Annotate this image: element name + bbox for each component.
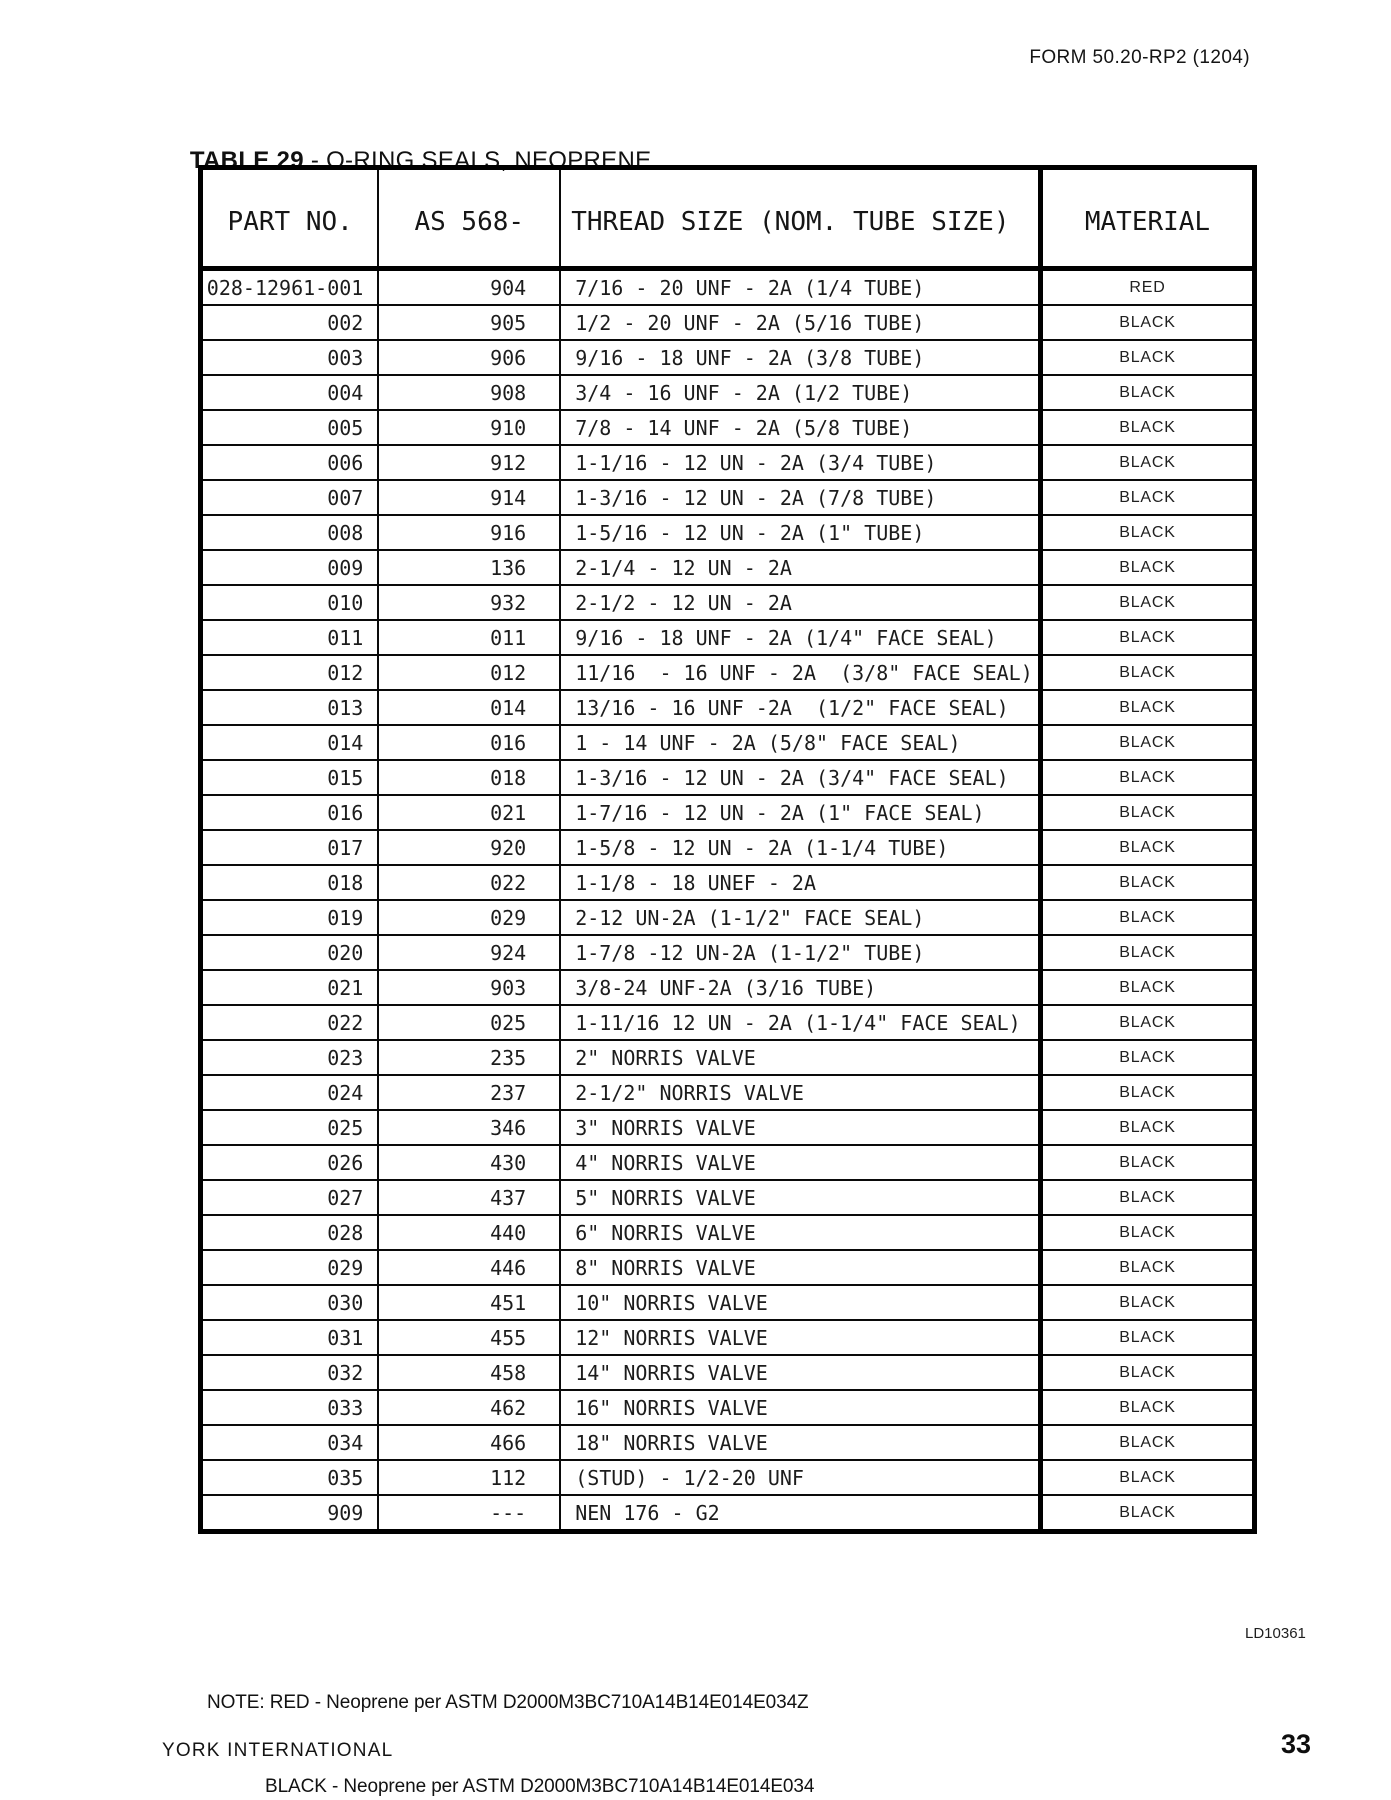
part-no-cell: 031 [201, 1320, 379, 1355]
material-cell: RED [1040, 269, 1254, 306]
table-row [201, 970, 1255, 1005]
table-row [201, 1425, 1255, 1460]
part-no-cell: 013 [201, 690, 379, 725]
thread-size-cell: 1-5/16 - 12 UN - 2A (1" TUBE) [560, 515, 1040, 550]
material-cell: BLACK [1040, 900, 1254, 935]
material-cell: BLACK [1040, 340, 1254, 375]
part-no-cell: 909 [201, 1495, 379, 1532]
table-row [201, 655, 1255, 690]
as568-cell: 430 [378, 1145, 560, 1180]
note-line-black: BLACK - Neoprene per ASTM D2000M3BC710A14B14E014E034 [265, 1776, 815, 1797]
as568-cell: 016 [378, 725, 560, 760]
as568-cell: 462 [378, 1390, 560, 1425]
thread-size-cell: 2-12 UN-2A (1-1/2" FACE SEAL) [560, 900, 1040, 935]
as568-cell: 932 [378, 585, 560, 620]
thread-size-cell: 1-3/16 - 12 UN - 2A (3/4" FACE SEAL) [560, 760, 1040, 795]
table-body [201, 269, 1255, 1532]
part-no-cell: 006 [201, 445, 379, 480]
thread-size-cell: 9/16 - 18 UNF - 2A (3/8 TUBE) [560, 340, 1040, 375]
thread-size-cell: 1-1/8 - 18 UNEF - 2A [560, 865, 1040, 900]
part-no-cell: 014 [201, 725, 379, 760]
part-no-cell: 018 [201, 865, 379, 900]
table-row [201, 795, 1255, 830]
as568-cell: 437 [378, 1180, 560, 1215]
material-cell: BLACK [1040, 725, 1254, 760]
part-no-cell: 009 [201, 550, 379, 585]
note-block [207, 1633, 814, 1800]
thread-size-cell: 12" NORRIS VALVE [560, 1320, 1040, 1355]
part-no-cell: 028-12961-001 [201, 269, 379, 306]
part-no-cell: 032 [201, 1355, 379, 1390]
thread-size-cell: 10" NORRIS VALVE [560, 1285, 1040, 1320]
thread-size-cell: 9/16 - 18 UNF - 2A (1/4" FACE SEAL) [560, 620, 1040, 655]
table-row [201, 1320, 1255, 1355]
material-cell: BLACK [1040, 585, 1254, 620]
as568-cell: 903 [378, 970, 560, 1005]
as568-cell: 914 [378, 480, 560, 515]
material-cell: BLACK [1040, 515, 1254, 550]
material-cell: BLACK [1040, 1075, 1254, 1110]
as568-cell: 904 [378, 269, 560, 306]
as568-cell: 912 [378, 445, 560, 480]
thread-size-cell: 1-5/8 - 12 UN - 2A (1-1/4 TUBE) [560, 830, 1040, 865]
as568-cell: 451 [378, 1285, 560, 1320]
thread-size-cell: 16" NORRIS VALVE [560, 1390, 1040, 1425]
table-row [201, 305, 1255, 340]
part-no-cell: 005 [201, 410, 379, 445]
part-no-cell: 004 [201, 375, 379, 410]
part-no-cell: 003 [201, 340, 379, 375]
thread-size-cell: 4" NORRIS VALVE [560, 1145, 1040, 1180]
part-no-cell: 025 [201, 1110, 379, 1145]
material-cell: BLACK [1040, 655, 1254, 690]
part-no-cell: 008 [201, 515, 379, 550]
as568-cell: 021 [378, 795, 560, 830]
table-row [201, 375, 1255, 410]
material-cell: BLACK [1040, 620, 1254, 655]
thread-size-cell: 2-1/4 - 12 UN - 2A [560, 550, 1040, 585]
thread-size-cell: 7/16 - 20 UNF - 2A (1/4 TUBE) [560, 269, 1040, 306]
table-row [201, 1285, 1255, 1320]
table-row [201, 690, 1255, 725]
as568-cell: 458 [378, 1355, 560, 1390]
table-row [201, 830, 1255, 865]
thread-size-cell: 7/8 - 14 UNF - 2A (5/8 TUBE) [560, 410, 1040, 445]
table-row [201, 445, 1255, 480]
part-no-cell: 034 [201, 1425, 379, 1460]
material-cell: BLACK [1040, 1320, 1254, 1355]
table-row [201, 1005, 1255, 1040]
material-cell: BLACK [1040, 1005, 1254, 1040]
material-cell: BLACK [1040, 1425, 1254, 1460]
material-cell: BLACK [1040, 410, 1254, 445]
part-no-cell: 015 [201, 760, 379, 795]
part-no-cell: 011 [201, 620, 379, 655]
thread-size-cell: 2-1/2 - 12 UN - 2A [560, 585, 1040, 620]
material-cell: BLACK [1040, 1355, 1254, 1390]
material-cell: BLACK [1040, 1250, 1254, 1285]
form-reference: FORM 50.20-RP2 (1204) [1029, 47, 1250, 68]
as568-cell: 012 [378, 655, 560, 690]
part-no-cell: 007 [201, 480, 379, 515]
table-row [201, 1215, 1255, 1250]
material-cell: BLACK [1040, 690, 1254, 725]
material-cell: BLACK [1040, 795, 1254, 830]
column-header-material: MATERIAL [1040, 168, 1254, 269]
table-row [201, 1145, 1255, 1180]
as568-cell: 235 [378, 1040, 560, 1075]
thread-size-cell: 1-11/16 12 UN - 2A (1-1/4" FACE SEAL) [560, 1005, 1040, 1040]
as568-cell: 908 [378, 375, 560, 410]
table-row [201, 760, 1255, 795]
material-cell: BLACK [1040, 1215, 1254, 1250]
thread-size-cell: 3/4 - 16 UNF - 2A (1/2 TUBE) [560, 375, 1040, 410]
material-cell: BLACK [1040, 1145, 1254, 1180]
thread-size-cell: (STUD) - 1/2-20 UNF [560, 1460, 1040, 1495]
material-cell: BLACK [1040, 830, 1254, 865]
table-title-text: - O-RING SEALS, NEOPRENE [303, 147, 652, 174]
thread-size-cell: 5" NORRIS VALVE [560, 1180, 1040, 1215]
thread-size-cell: 3/8-24 UNF-2A (3/16 TUBE) [560, 970, 1040, 1005]
material-cell: BLACK [1040, 935, 1254, 970]
as568-cell: 910 [378, 410, 560, 445]
part-no-cell: 022 [201, 1005, 379, 1040]
as568-cell: 466 [378, 1425, 560, 1460]
table-row [201, 1075, 1255, 1110]
part-no-cell: 020 [201, 935, 379, 970]
as568-cell: 022 [378, 865, 560, 900]
table-number-label: TABLE 29 [189, 147, 304, 174]
material-cell: BLACK [1040, 1040, 1254, 1075]
thread-size-cell: 18" NORRIS VALVE [560, 1425, 1040, 1460]
table-row [201, 1355, 1255, 1390]
part-no-cell: 017 [201, 830, 379, 865]
as568-cell: 455 [378, 1320, 560, 1355]
as568-cell: 346 [378, 1110, 560, 1145]
as568-cell: 924 [378, 935, 560, 970]
material-cell: BLACK [1040, 445, 1254, 480]
footer-company-name: YORK INTERNATIONAL [162, 1740, 394, 1761]
as568-cell: 906 [378, 340, 560, 375]
material-cell: BLACK [1040, 375, 1254, 410]
part-no-cell: 021 [201, 970, 379, 1005]
part-no-cell: 010 [201, 585, 379, 620]
as568-cell: 014 [378, 690, 560, 725]
table-row [201, 725, 1255, 760]
thread-size-cell: 1-3/16 - 12 UN - 2A (7/8 TUBE) [560, 480, 1040, 515]
part-no-cell: 028 [201, 1215, 379, 1250]
thread-size-cell: 2-1/2" NORRIS VALVE [560, 1075, 1040, 1110]
material-cell: BLACK [1040, 1460, 1254, 1495]
thread-size-cell: 8" NORRIS VALVE [560, 1250, 1040, 1285]
thread-size-cell: 1-7/8 -12 UN-2A (1-1/2" TUBE) [560, 935, 1040, 970]
part-no-cell: 019 [201, 900, 379, 935]
as568-cell: 112 [378, 1460, 560, 1495]
as568-cell: 920 [378, 830, 560, 865]
material-cell: BLACK [1040, 305, 1254, 340]
table-row [201, 1180, 1255, 1215]
as568-cell: 905 [378, 305, 560, 340]
table-header-row [201, 168, 1255, 269]
thread-size-cell: 14" NORRIS VALVE [560, 1355, 1040, 1390]
material-cell: BLACK [1040, 865, 1254, 900]
thread-size-cell: 1-1/16 - 12 UN - 2A (3/4 TUBE) [560, 445, 1040, 480]
material-cell: BLACK [1040, 1495, 1254, 1532]
table-row [201, 1110, 1255, 1145]
as568-cell: 237 [378, 1075, 560, 1110]
part-no-cell: 012 [201, 655, 379, 690]
column-header-as568: AS 568- [378, 168, 560, 269]
as568-cell: 018 [378, 760, 560, 795]
as568-cell: 440 [378, 1215, 560, 1250]
table-row [201, 340, 1255, 375]
as568-cell: 136 [378, 550, 560, 585]
part-no-cell: 029 [201, 1250, 379, 1285]
table-row [201, 480, 1255, 515]
table-row [201, 585, 1255, 620]
part-no-cell: 027 [201, 1180, 379, 1215]
part-no-cell: 023 [201, 1040, 379, 1075]
part-no-cell: 026 [201, 1145, 379, 1180]
material-cell: BLACK [1040, 480, 1254, 515]
material-cell: BLACK [1040, 760, 1254, 795]
table-header [201, 168, 1255, 269]
table-row [201, 865, 1255, 900]
doc-code: LD10361 [1245, 1625, 1306, 1642]
as568-cell: 029 [378, 900, 560, 935]
note-line-red: NOTE: RED - Neoprene per ASTM D2000M3BC710A14B14E014E034Z [207, 1692, 809, 1713]
oring-seals-table-wrap [198, 165, 1257, 1534]
thread-size-cell: NEN 176 - G2 [560, 1495, 1040, 1532]
material-cell: BLACK [1040, 970, 1254, 1005]
table-row [201, 550, 1255, 585]
table-row [201, 935, 1255, 970]
table-row [201, 1495, 1255, 1532]
part-no-cell: 016 [201, 795, 379, 830]
oring-seals-table [198, 165, 1257, 1534]
part-no-cell: 030 [201, 1285, 379, 1320]
thread-size-cell: 2" NORRIS VALVE [560, 1040, 1040, 1075]
thread-size-cell: 1/2 - 20 UNF - 2A (5/16 TUBE) [560, 305, 1040, 340]
table-row [201, 515, 1255, 550]
table-row [201, 269, 1255, 306]
column-header-part-no: PART NO. [201, 168, 379, 269]
material-cell: BLACK [1040, 1285, 1254, 1320]
column-header-thread-size: THREAD SIZE (NOM. TUBE SIZE) [560, 168, 1040, 269]
table-row [201, 1250, 1255, 1285]
table-row [201, 620, 1255, 655]
thread-size-cell: 3" NORRIS VALVE [560, 1110, 1040, 1145]
as568-cell: 446 [378, 1250, 560, 1285]
material-cell: BLACK [1040, 1110, 1254, 1145]
as568-cell: --- [378, 1495, 560, 1532]
table-row [201, 410, 1255, 445]
thread-size-cell: 6" NORRIS VALVE [560, 1215, 1040, 1250]
page-number: 33 [1280, 1729, 1311, 1759]
part-no-cell: 033 [201, 1390, 379, 1425]
thread-size-cell: 11/16 - 16 UNF - 2A (3/8" FACE SEAL) [560, 655, 1040, 690]
table-row [201, 1390, 1255, 1425]
thread-size-cell: 1-7/16 - 12 UN - 2A (1" FACE SEAL) [560, 795, 1040, 830]
part-no-cell: 035 [201, 1460, 379, 1495]
as568-cell: 916 [378, 515, 560, 550]
table-row [201, 1460, 1255, 1495]
material-cell: BLACK [1040, 1390, 1254, 1425]
thread-size-cell: 13/16 - 16 UNF -2A (1/2" FACE SEAL) [560, 690, 1040, 725]
table-row [201, 900, 1255, 935]
material-cell: BLACK [1040, 550, 1254, 585]
as568-cell: 025 [378, 1005, 560, 1040]
material-cell: BLACK [1040, 1180, 1254, 1215]
table-row [201, 1040, 1255, 1075]
as568-cell: 011 [378, 620, 560, 655]
thread-size-cell: 1 - 14 UNF - 2A (5/8" FACE SEAL) [560, 725, 1040, 760]
part-no-cell: 024 [201, 1075, 379, 1110]
part-no-cell: 002 [201, 305, 379, 340]
